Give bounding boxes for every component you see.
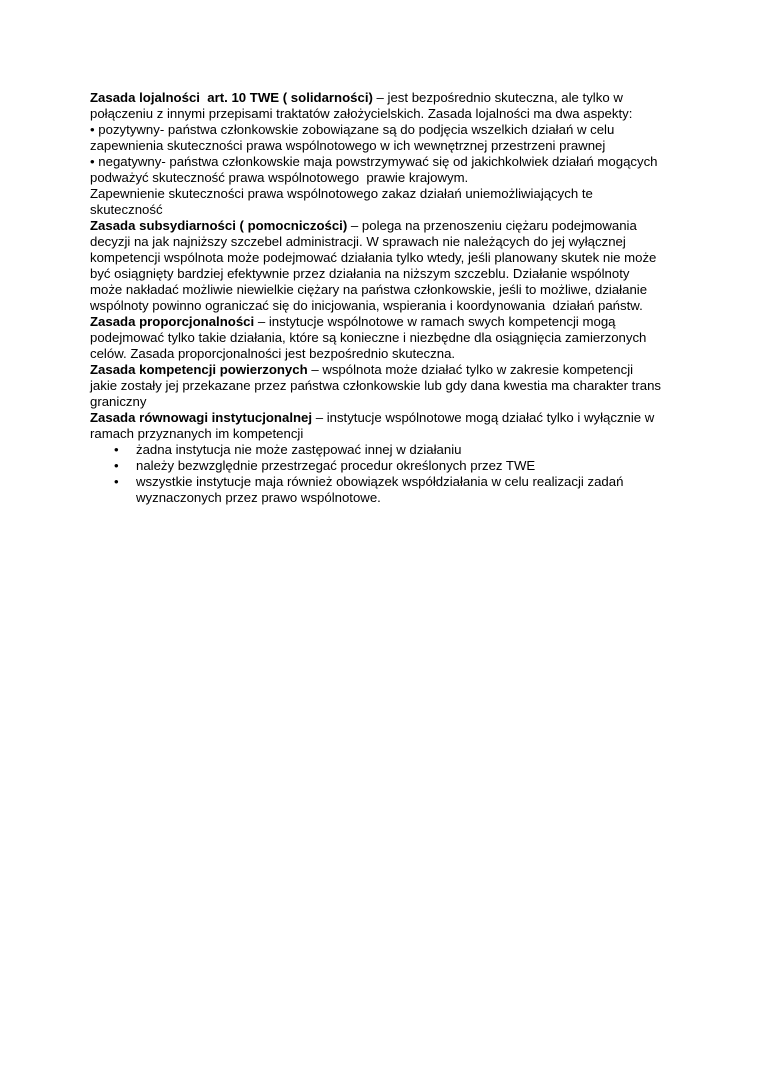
list-item-text: żadna instytucja nie może zastępować innej w działaniu bbox=[136, 442, 462, 457]
section-loyalty bbox=[90, 90, 710, 218]
paragraph-line: – instytucje wspólnotowe mogą działać tylko i wyłącznie w bbox=[312, 410, 655, 425]
paragraph-line: jakie zostały jej przekazane przez państwa członkowskie lub gdy dana kwestia ma charakter trans bbox=[90, 378, 662, 393]
paragraph-line: – wspólnota może działać tylko w zakresie kompetencji bbox=[307, 362, 634, 377]
paragraph-line: – jest bezpośrednio skuteczna, ale tylko w bbox=[372, 90, 623, 105]
heading-loyalty: Zasada lojalności art. 10 TWE ( solidarności) bbox=[90, 90, 373, 105]
paragraph-line: Zapewnienie skuteczności prawa wspólnotowego zakaz działań uniemożliwiających te bbox=[90, 186, 593, 201]
paragraph-line: kompetencji wspólnota może podejmować działania tylko wtedy, jeśli planowany skutek nie może bbox=[90, 250, 657, 265]
section-subsidiarity bbox=[90, 218, 710, 314]
paragraph-line: – instytucje wspólnotowe w ramach swych kompetencji mogą bbox=[254, 314, 616, 329]
list-item-text: należy bezwzględnie przestrzegać procedur określonych przez TWE bbox=[136, 458, 536, 473]
heading-conferred-competences: Zasada kompetencji powierzonych bbox=[90, 362, 308, 377]
list-item-text: wyznaczonych przez prawo wspólnotowe. bbox=[136, 490, 381, 505]
paragraph-line: decyzji na jak najniższy szczebel administracji. W sprawach nie należących do jej wyłącznej bbox=[90, 234, 626, 249]
paragraph-line: celów. Zasada proporcjonalności jest bezpośrednio skuteczna. bbox=[90, 346, 456, 361]
paragraph-line: ramach przyznanych im kompetencji bbox=[90, 426, 304, 441]
document-page bbox=[90, 90, 710, 506]
paragraph-line: być osiągnięty bardziej efektywnie przez działania na niższym szczeblu. Działanie wspólnoty bbox=[90, 266, 630, 281]
bullet-icon: • bbox=[114, 458, 119, 473]
paragraph-line: podważyć skuteczność prawa wspólnotowego prawie krajowym. bbox=[90, 170, 469, 185]
section-conferred-competences bbox=[90, 362, 710, 410]
paragraph-line: • pozytywny- państwa członkowskie zobowiązane są do podjęcia wszelkich działań w celu bbox=[90, 122, 615, 137]
bullet-list bbox=[90, 442, 710, 506]
heading-proportionality: Zasada proporcjonalności bbox=[90, 314, 255, 329]
section-institutional-balance bbox=[90, 410, 710, 506]
list-item bbox=[90, 442, 710, 458]
section-proportionality bbox=[90, 314, 710, 362]
bullet-icon: • bbox=[114, 474, 119, 489]
paragraph-line: zapewnienia skuteczności prawa wspólnotowego w ich wewnętrznej przestrzeni prawnej bbox=[90, 138, 606, 153]
bullet-icon: • bbox=[114, 442, 119, 457]
paragraph-line: graniczny bbox=[90, 394, 147, 409]
list-item bbox=[90, 458, 710, 474]
paragraph-line: podejmować tylko takie działania, które są konieczne i niezbędne dla osiągnięcia zamierzonych bbox=[90, 330, 647, 345]
paragraph-line: • negatywny- państwa członkowskie maja powstrzymywać się od jakichkolwiek działań mogących bbox=[90, 154, 658, 169]
list-item bbox=[90, 474, 710, 506]
paragraph-line: połączeniu z innymi przepisami traktatów założycielskich. Zasada lojalności ma dwa aspekty: bbox=[90, 106, 633, 121]
heading-subsidiarity: Zasada subsydiarności ( pomocniczości) bbox=[90, 218, 348, 233]
heading-institutional-balance: Zasada równowagi instytucjonalnej bbox=[90, 410, 313, 425]
paragraph-line: skuteczność bbox=[90, 202, 163, 217]
paragraph-line: może nakładać możliwie niewielkie ciężary na państwa członkowskie, jeśli to możliwe, działanie bbox=[90, 282, 648, 297]
paragraph-line: wspólnoty powinno ograniczać się do inicjowania, wspierania i koordynowania działań państw. bbox=[90, 298, 643, 313]
list-item-text: wszystkie instytucje maja również obowiązek współdziałania w celu realizacji zadań bbox=[136, 474, 624, 489]
paragraph-line: – polega na przenoszeniu ciężaru podejmowania bbox=[347, 218, 637, 233]
